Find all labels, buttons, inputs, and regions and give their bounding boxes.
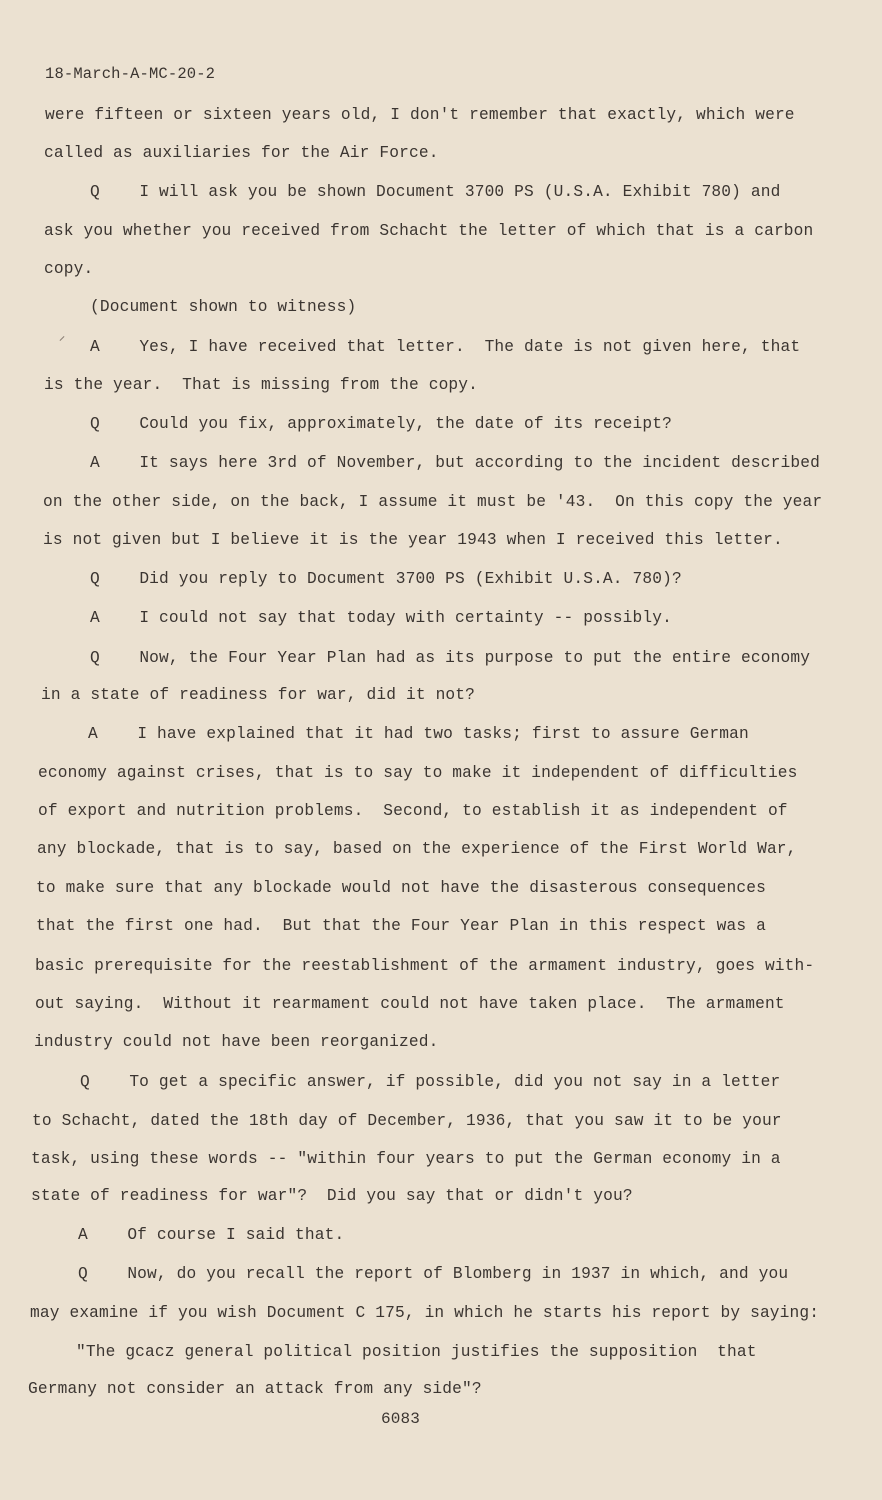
text-line: A I have explained that it had two tasks; first to assure German	[88, 725, 749, 743]
margin-tick-mark	[60, 336, 65, 341]
text-line: Germany not consider an attack from any side"?	[28, 1380, 482, 1398]
text-line: "The gcacz general political position justifies the supposition that	[76, 1343, 757, 1361]
text-line: on the other side, on the back, I assume it must be '43. On this copy the year	[43, 493, 823, 511]
text-line: A It says here 3rd of November, but according to the incident described	[90, 454, 820, 472]
text-line: of export and nutrition problems. Second, to establish it as independent of	[38, 802, 788, 820]
text-line: state of readiness for war"? Did you say that or didn't you?	[31, 1187, 633, 1205]
text-line: any blockade, that is to say, based on the experience of the First World War,	[37, 840, 797, 858]
text-line: Q Could you fix, approximately, the date of its receipt?	[90, 415, 672, 433]
text-line: to make sure that any blockade would not have the disasterous consequences	[36, 879, 766, 897]
text-line: (Document shown to witness)	[90, 298, 357, 316]
text-line: were fifteen or sixteen years old, I don't remember that exactly, which were	[45, 106, 795, 124]
text-line: in a state of readiness for war, did it not?	[41, 686, 476, 704]
text-line: Q I will ask you be shown Document 3700 PS (U.S.A. Exhibit 780) and	[90, 183, 781, 201]
text-line: Q Did you reply to Document 3700 PS (Exhibit U.S.A. 780)?	[90, 570, 682, 588]
text-line: Q Now, do you recall the report of Blomberg in 1937 in which, and you	[78, 1265, 789, 1283]
page-number: 6083	[381, 1410, 421, 1428]
text-line: called as auxiliaries for the Air Force.	[44, 144, 439, 162]
text-line: may examine if you wish Document C 175, in which he starts his report by saying:	[30, 1304, 820, 1322]
text-line: task, using these words -- "within four years to put the German economy in a	[31, 1150, 781, 1168]
text-line: out saying. Without it rearmament could not have taken place. The armament	[35, 995, 785, 1013]
text-line: A Yes, I have received that letter. The date is not given here, that	[90, 338, 801, 356]
text-line: is not given but I believe it is the year 1943 when I received this letter.	[43, 531, 783, 549]
page-header: 18-March-A-MC-20-2	[45, 65, 216, 83]
text-line: Q To get a specific answer, if possible, did you not say in a letter	[80, 1073, 781, 1091]
text-line: basic prerequisite for the reestablishment of the armament industry, goes with-	[35, 957, 815, 975]
text-line: Q Now, the Four Year Plan had as its purpose to put the entire economy	[90, 649, 811, 667]
text-line: economy against crises, that is to say to make it independent of difficulties	[38, 764, 798, 782]
text-line: A I could not say that today with certainty -- possibly.	[90, 609, 672, 627]
text-line: that the first one had. But that the Four Year Plan in this respect was a	[36, 917, 766, 935]
text-line: ask you whether you received from Schacht the letter of which that is a carbon	[44, 222, 814, 240]
text-line: industry could not have been reorganized.	[34, 1033, 439, 1051]
text-line: A Of course I said that.	[78, 1226, 345, 1244]
text-line: copy.	[44, 260, 94, 278]
text-line: to Schacht, dated the 18th day of December, 1936, that you saw it to be your	[32, 1112, 782, 1130]
text-line: is the year. That is missing from the copy.	[44, 376, 479, 394]
